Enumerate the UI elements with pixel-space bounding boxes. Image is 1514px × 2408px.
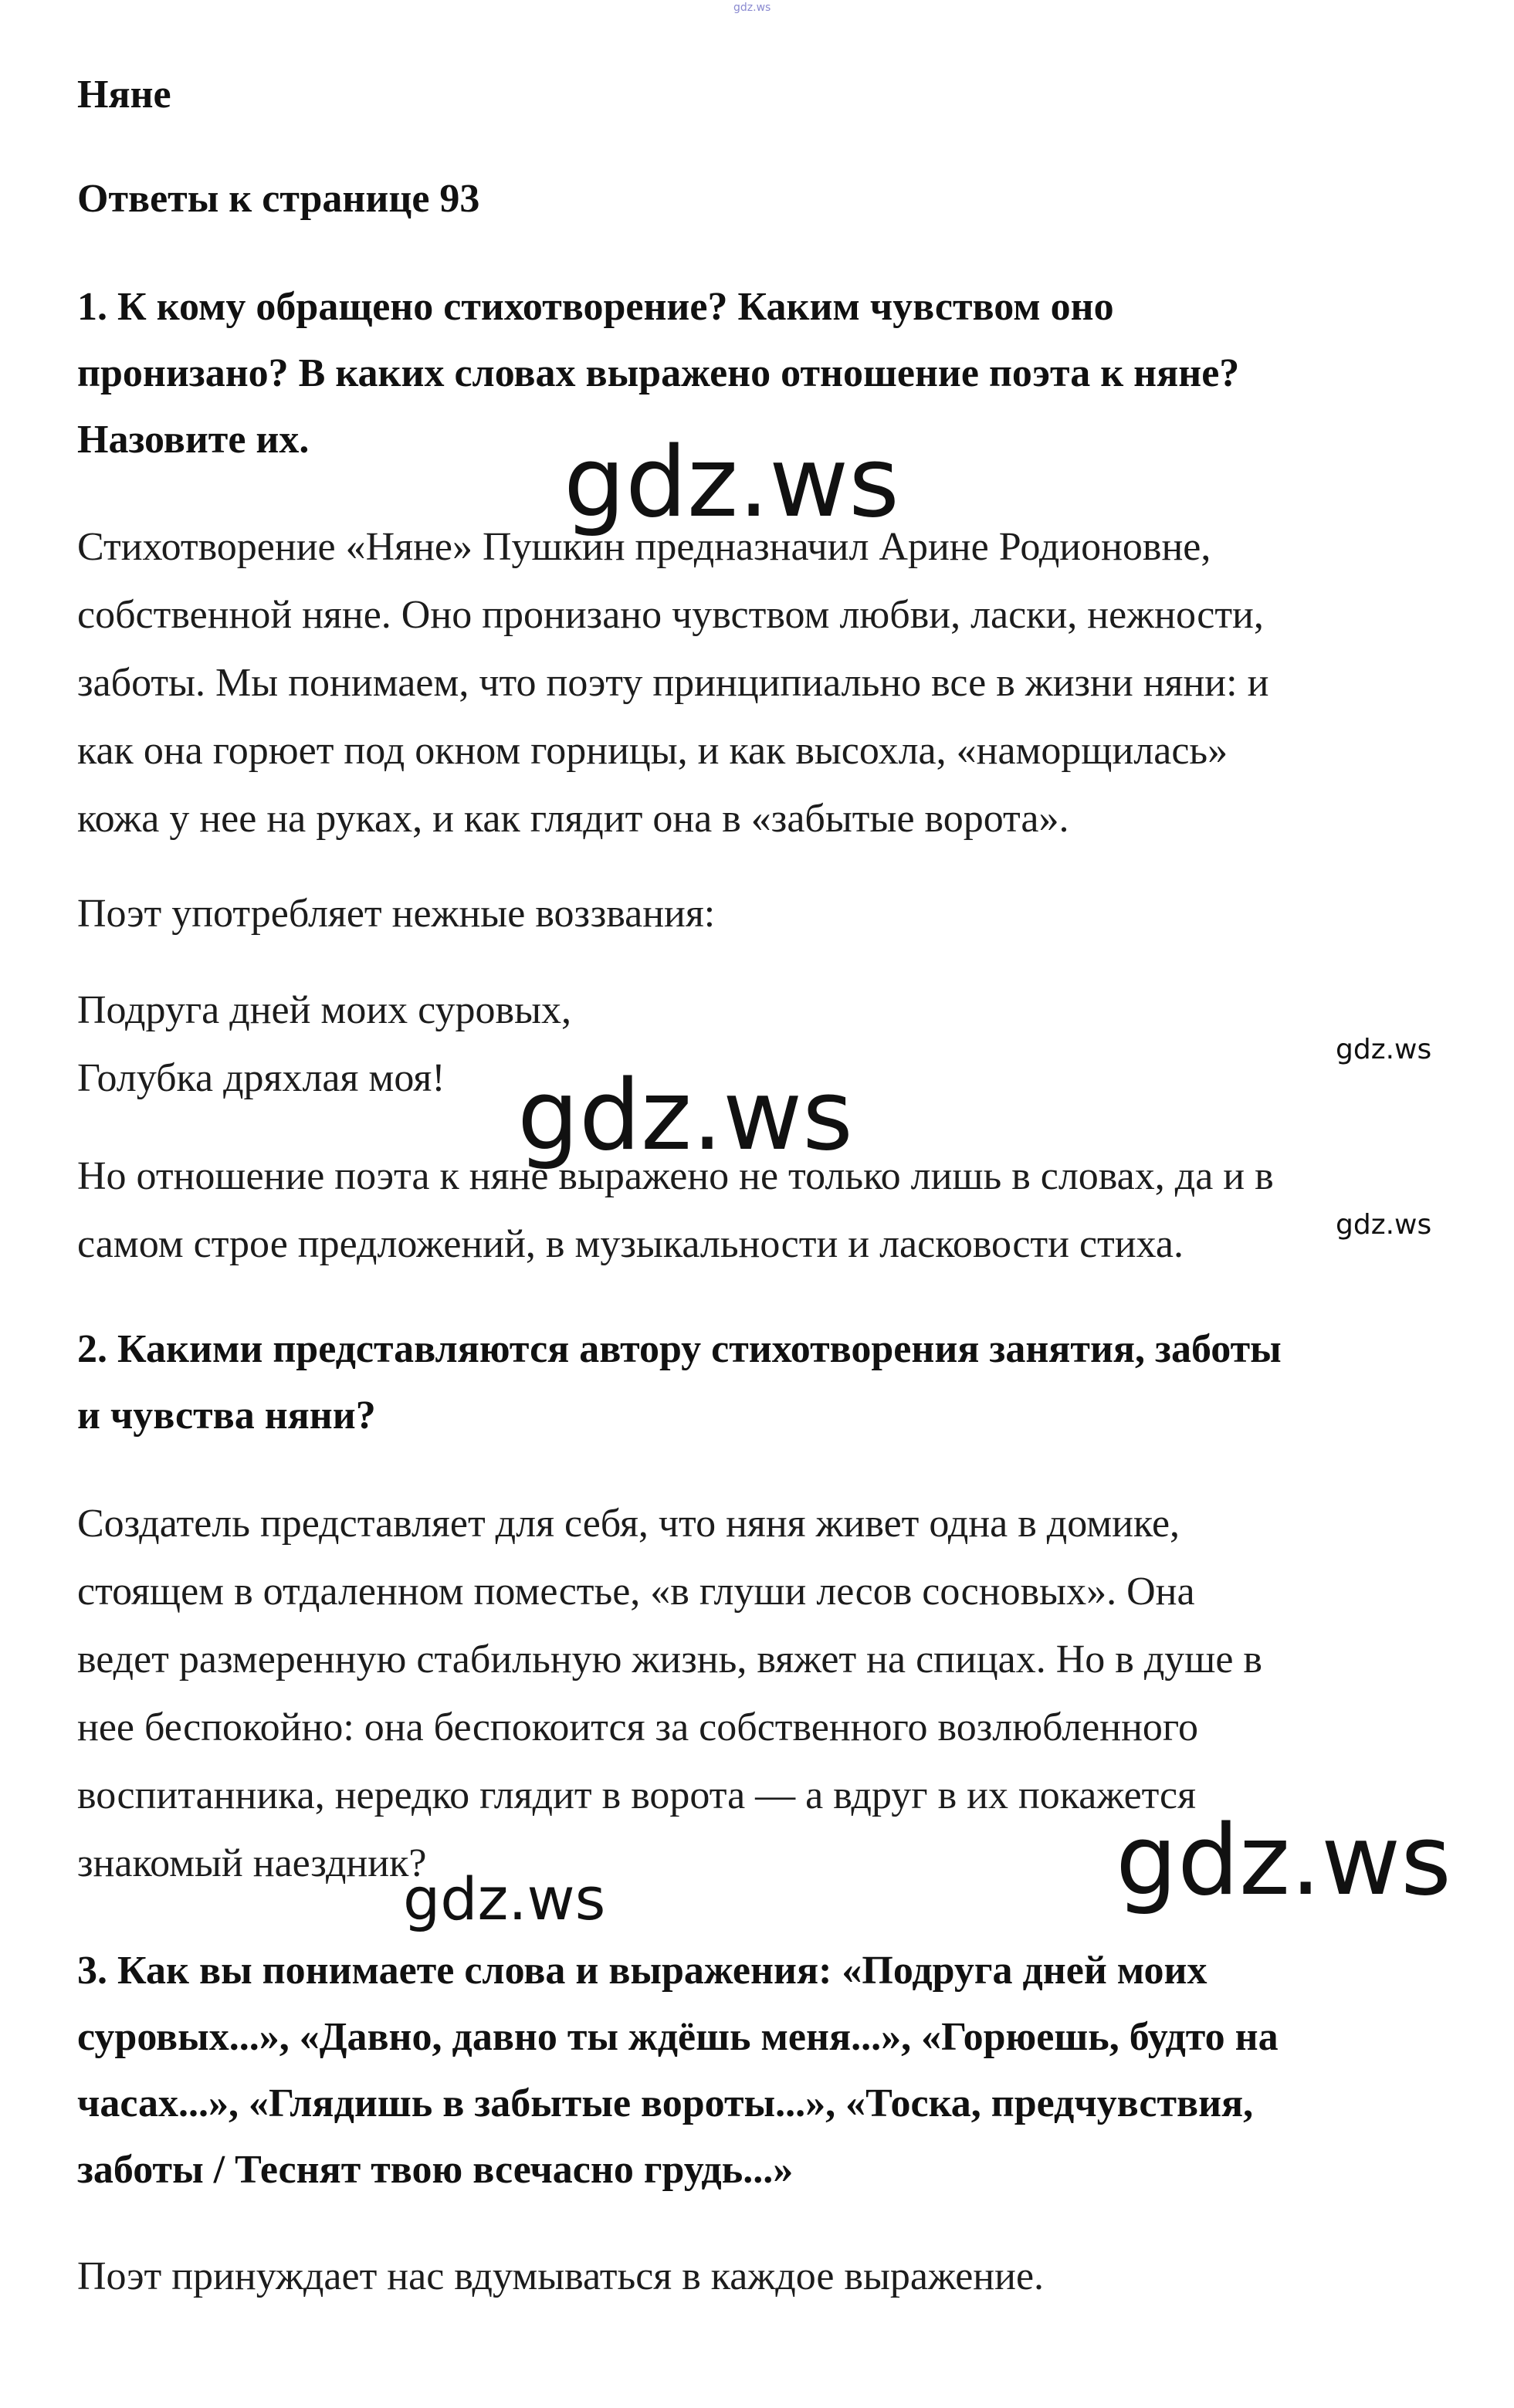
text-line: собственной няне. Оно пронизано чувством любви, ласки, нежности,: [77, 593, 1264, 637]
page-title: Няне: [77, 73, 171, 117]
watermark-small-1: gdz.ws: [1336, 1034, 1432, 1065]
answer-1-paragraph-1: [77, 513, 1436, 853]
question-line: Назовите их.: [77, 418, 310, 462]
question-line: заботы / Теснят твою всечасно грудь...»: [77, 2148, 794, 2192]
poem-line: Подруга дней моих суровых,: [77, 988, 572, 1032]
text-line: знакомый наездник?: [77, 1841, 427, 1885]
text-line: стоящем в отдаленном поместье, «в глуши лесов сосновых». Она: [77, 1570, 1195, 1614]
text-line: Создатель представляет для себя, что няня живет одна в домике,: [77, 1502, 1180, 1546]
question-line: часах...», «Глядишь в забытые вороты...», «Тоска, предчувствия,: [77, 2081, 1254, 2125]
poem-line: Голубка дряхлая моя!: [77, 1056, 445, 1100]
text-line: Поэт принуждает нас вдумываться в каждое выражение.: [77, 2254, 1045, 2298]
question-line: 2. Какими представляются автору стихотворения занятия, заботы: [77, 1327, 1282, 1371]
watermark-small-2: gdz.ws: [1336, 1209, 1432, 1241]
text-line: самом строе предложений, в музыкальности и ласковости стиха.: [77, 1222, 1184, 1266]
question-line: 3. Как вы понимаете слова и выражения: «Подруга дней моих: [77, 1949, 1207, 1993]
text-line: нее беспокойно: она беспокоится за собственного возлюбленного: [77, 1705, 1198, 1749]
text-line: кожа у нее на руках, и как глядит она в «забытые ворота».: [77, 797, 1069, 841]
question-line: суровых...», «Давно, давно ты ждёшь меня...», «Горюешь, будто на: [77, 2015, 1279, 2059]
question-2: [77, 1316, 1451, 1449]
watermark-medium-1: gdz.ws: [403, 1864, 606, 1933]
question-line: пронизано? В каких словах выражено отношение поэта к няне?: [77, 351, 1240, 395]
text-line: Поэт употребляет нежные воззвания:: [77, 892, 716, 936]
text-line: заботы. Мы понимаем, что поэту принципиально все в жизни няни: и: [77, 661, 1269, 705]
question-3: [77, 1938, 1451, 2203]
watermark-tiny-top: gdz.ws: [733, 2, 771, 14]
answer-3-paragraph-1: [77, 2243, 1436, 2311]
text-line: Стихотворение «Няне» Пушкин предназначил Арине Родионовне,: [77, 525, 1211, 569]
watermark-large-1: gdz.ws: [564, 425, 899, 539]
answer-1-paragraph-2: [77, 880, 1436, 948]
watermark-large-2: gdz.ws: [517, 1058, 853, 1172]
question-line: 1. К кому обращено стихотворение? Каким чувством оно: [77, 285, 1114, 329]
text-line: ведет размеренную стабильную жизнь, вяжет на спицах. Но в душе в: [77, 1638, 1262, 1682]
text-line: воспитанника, нередко глядит в ворота — а вдруг в их покажется: [77, 1773, 1197, 1817]
text-line: как она горюет под окном горницы, и как высохла, «наморщилась»: [77, 729, 1228, 773]
text-line: Но отношение поэта к няне выражено не только лишь в словах, да и в: [77, 1154, 1274, 1198]
page-subtitle: Ответы к странице 93: [77, 177, 480, 221]
question-line: и чувства няни?: [77, 1394, 376, 1438]
watermark-large-3: gdz.ws: [1116, 1803, 1451, 1917]
